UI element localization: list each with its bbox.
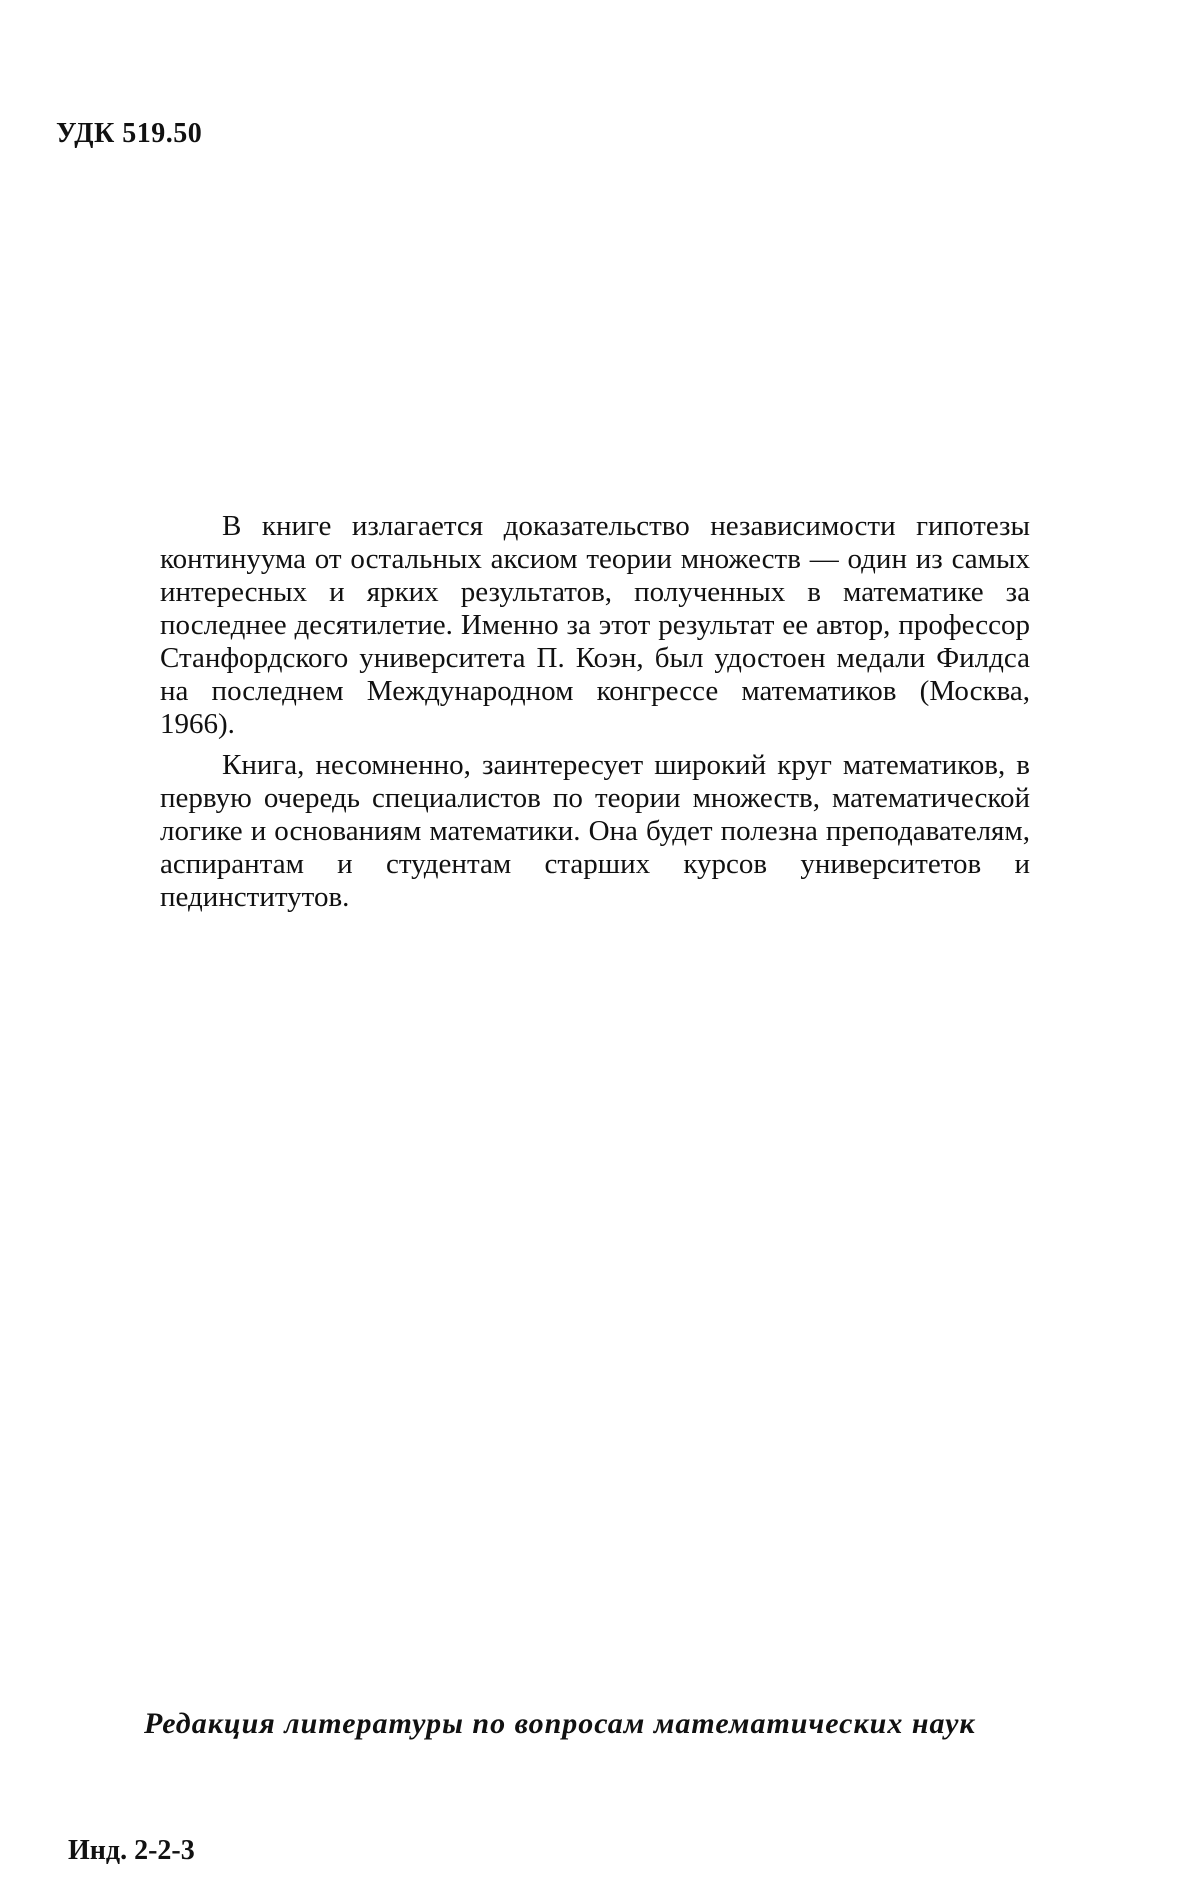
index-code: Инд. 2-2-3 xyxy=(68,1835,195,1866)
editorial-office-line: Редакция литературы по вопросам математических наук xyxy=(144,1707,976,1740)
abstract-paragraph: Книга, несомненно, заинтересует широкий круг математиков, в первую очередь специалистов по теории множеств, математической логике и основаниям математики. Она будет полезна преподавателям, аспирантам и студентам старших курсов университетов и пединститутов. xyxy=(160,749,1030,913)
abstract-paragraph: В книге излагается доказательство независимости гипотезы континуума от остальных аксиом теории множеств — один из самых интересных и ярких результатов, полученных в математике за последнее десятилетие. Именно за этот результат ее автор, профессор Станфордского университета П. Коэн, был удостоен медали Филдса на последнем Международном конгрессе математиков (Москва, 1966). xyxy=(160,510,1030,740)
book-abstract xyxy=(160,510,1030,922)
udk-code: УДК 519.50 xyxy=(56,118,203,149)
